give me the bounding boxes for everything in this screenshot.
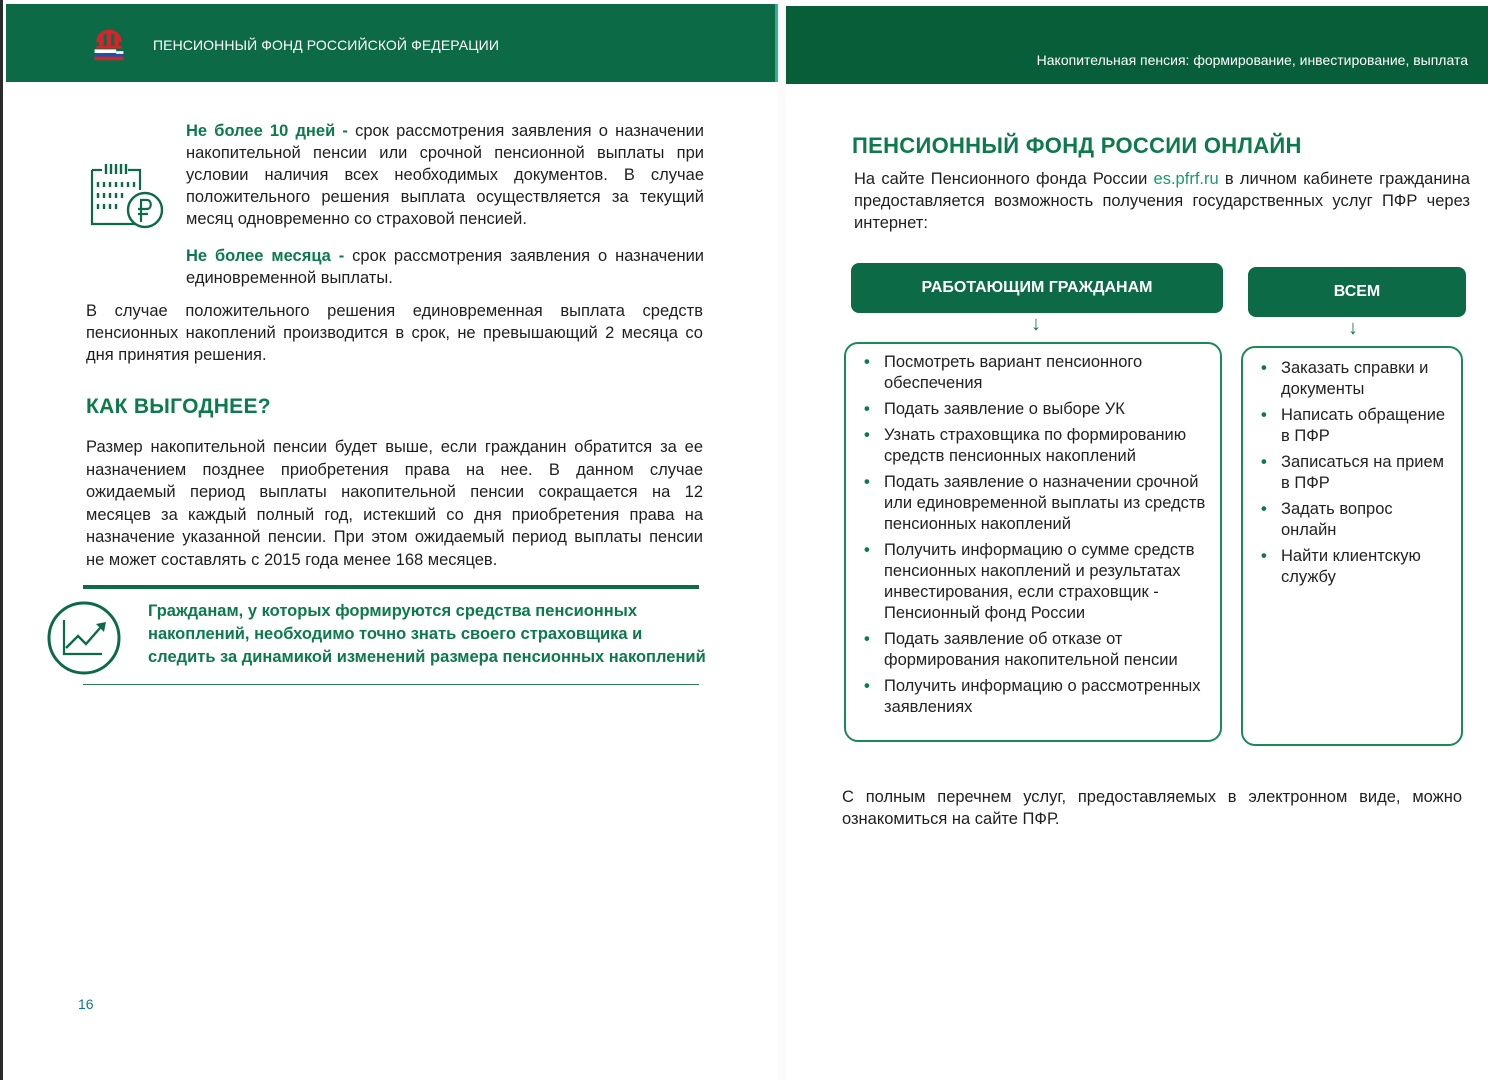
everyone-arrow-down-icon: ↓ — [1348, 317, 1358, 339]
term-month — [186, 245, 704, 289]
calendar-ruble-icon — [88, 160, 168, 232]
callout-text: Гражданам, у которых формируются средства пенсионных накоплений, необходимо точно знать своего страховщика и следить за динамикой изменений размера пенсионных накоплений — [148, 602, 706, 666]
term-10-days-text: срок рассмотрения заявления о назначении накопительной пенсии или срочной пенсионной выплаты при условии наличия всех необходимых документов. В случае положительного решения выплата осуществляется за текущий месяц одновременно со страховой пенсией. — [186, 122, 704, 228]
org-name: ПЕНСИОННЫЙ ФОНД РОССИЙСКОЙ ФЕДЕРАЦИИ — [153, 37, 499, 53]
everyone-service-item: • Найти клиентскую службу — [1257, 546, 1451, 588]
online-intro — [854, 168, 1470, 234]
working-service-item: • Подать заявление о выборе УК — [860, 399, 1208, 420]
term-month-text: срок рассмотрения заявления о назначении единовременной выплаты. — [186, 247, 704, 287]
section-title: Накопительная пенсия: формирование, инвестирование, выплата — [1036, 52, 1468, 68]
benefit-paragraph: Размер накопительной пенсии будет выше, если гражданин обратится за ее назначением позднее приобретения права на нее. В данном случае ожидаемый период выплаты накопительной пенсии сокращается на 12 месяцев за каждый полный год, истекший со дня приобретения права на назначение указанной пенсии. При этом ожидаемый период выплаты пенсии не может составлять с 2015 года менее 168 месяцев. — [86, 438, 703, 569]
left-header-band — [6, 4, 778, 82]
site-link[interactable]: es.pfrf.ru — [1153, 170, 1219, 188]
working-citizens-title: РАБОТАЮЩИМ ГРАЖДАНАМ — [921, 279, 1153, 296]
everyone-service-item: • Записаться на прием в ПФР — [1257, 452, 1451, 494]
term-month-highlight: Не более месяца - — [186, 247, 345, 265]
working-service-item: • Посмотреть вариант пенсионного обеспечения — [860, 352, 1208, 394]
section-heading-benefit: КАК ВЫГОДНЕЕ? — [86, 395, 271, 418]
page-number: 16 — [78, 996, 94, 1012]
everyone-service-item: • Заказать справки и документы — [1257, 358, 1451, 400]
everyone-service-item: • Написать обращение в ПФР — [1257, 405, 1451, 447]
full-list-note: С полным перечнем услуг, предоставляемых в электронном виде, можно ознакомиться на сайте ПФР. — [842, 788, 1462, 828]
lump-sum-paragraph: В случае положительного решения единовременная выплата средств пенсионных накоплений производится в срок, не превышающий 2 месяца со дня принятия решения. — [86, 302, 703, 364]
working-citizens-box — [844, 342, 1222, 742]
page-gutter — [778, 0, 786, 1080]
working-service-item: • Получить информацию о сумме средств пенсионных накоплений и результатах инвестирования, если страховщик - Пенсионный фонд России — [860, 540, 1208, 624]
pfr-logo-icon — [91, 26, 127, 62]
term-10-days-highlight: Не более 10 дней - — [186, 122, 348, 140]
everyone-box — [1241, 346, 1463, 746]
right-header-band — [786, 6, 1488, 84]
working-services-list — [860, 352, 1208, 718]
everyone-header — [1248, 267, 1466, 317]
working-service-item: • Получить информацию о рассмотренных заявлениях — [860, 676, 1208, 718]
right-page — [786, 0, 1488, 1080]
working-arrow-down-icon: ↓ — [1031, 313, 1041, 335]
everyone-service-item: • Задать вопрос онлайн — [1257, 499, 1451, 541]
term-10-days — [186, 120, 704, 230]
callout-bottom-rule — [83, 684, 699, 685]
online-intro-end: в личном кабинете гражданина предоставляется возможность получения государственных услуг ПФР через интернет: — [854, 170, 1470, 232]
working-service-item: • Узнать страховщика по формированию средств пенсионных накоплений — [860, 425, 1208, 467]
everyone-services-list — [1257, 358, 1451, 588]
working-service-item: • Подать заявление об отказе от формирования накопительной пенсии — [860, 629, 1208, 671]
online-intro-start: На сайте Пенсионного фонда России — [854, 170, 1154, 188]
working-citizens-header — [851, 263, 1223, 313]
everyone-title: ВСЕМ — [1333, 283, 1381, 300]
callout-top-rule — [83, 585, 699, 589]
online-heading: ПЕНСИОННЫЙ ФОНД РОССИИ ОНЛАЙН — [852, 133, 1302, 158]
working-service-item: • Подать заявление о назначении срочной или единовременной выплаты из средств пенсионных накоплений — [860, 472, 1208, 535]
growth-chart-icon — [46, 600, 122, 676]
